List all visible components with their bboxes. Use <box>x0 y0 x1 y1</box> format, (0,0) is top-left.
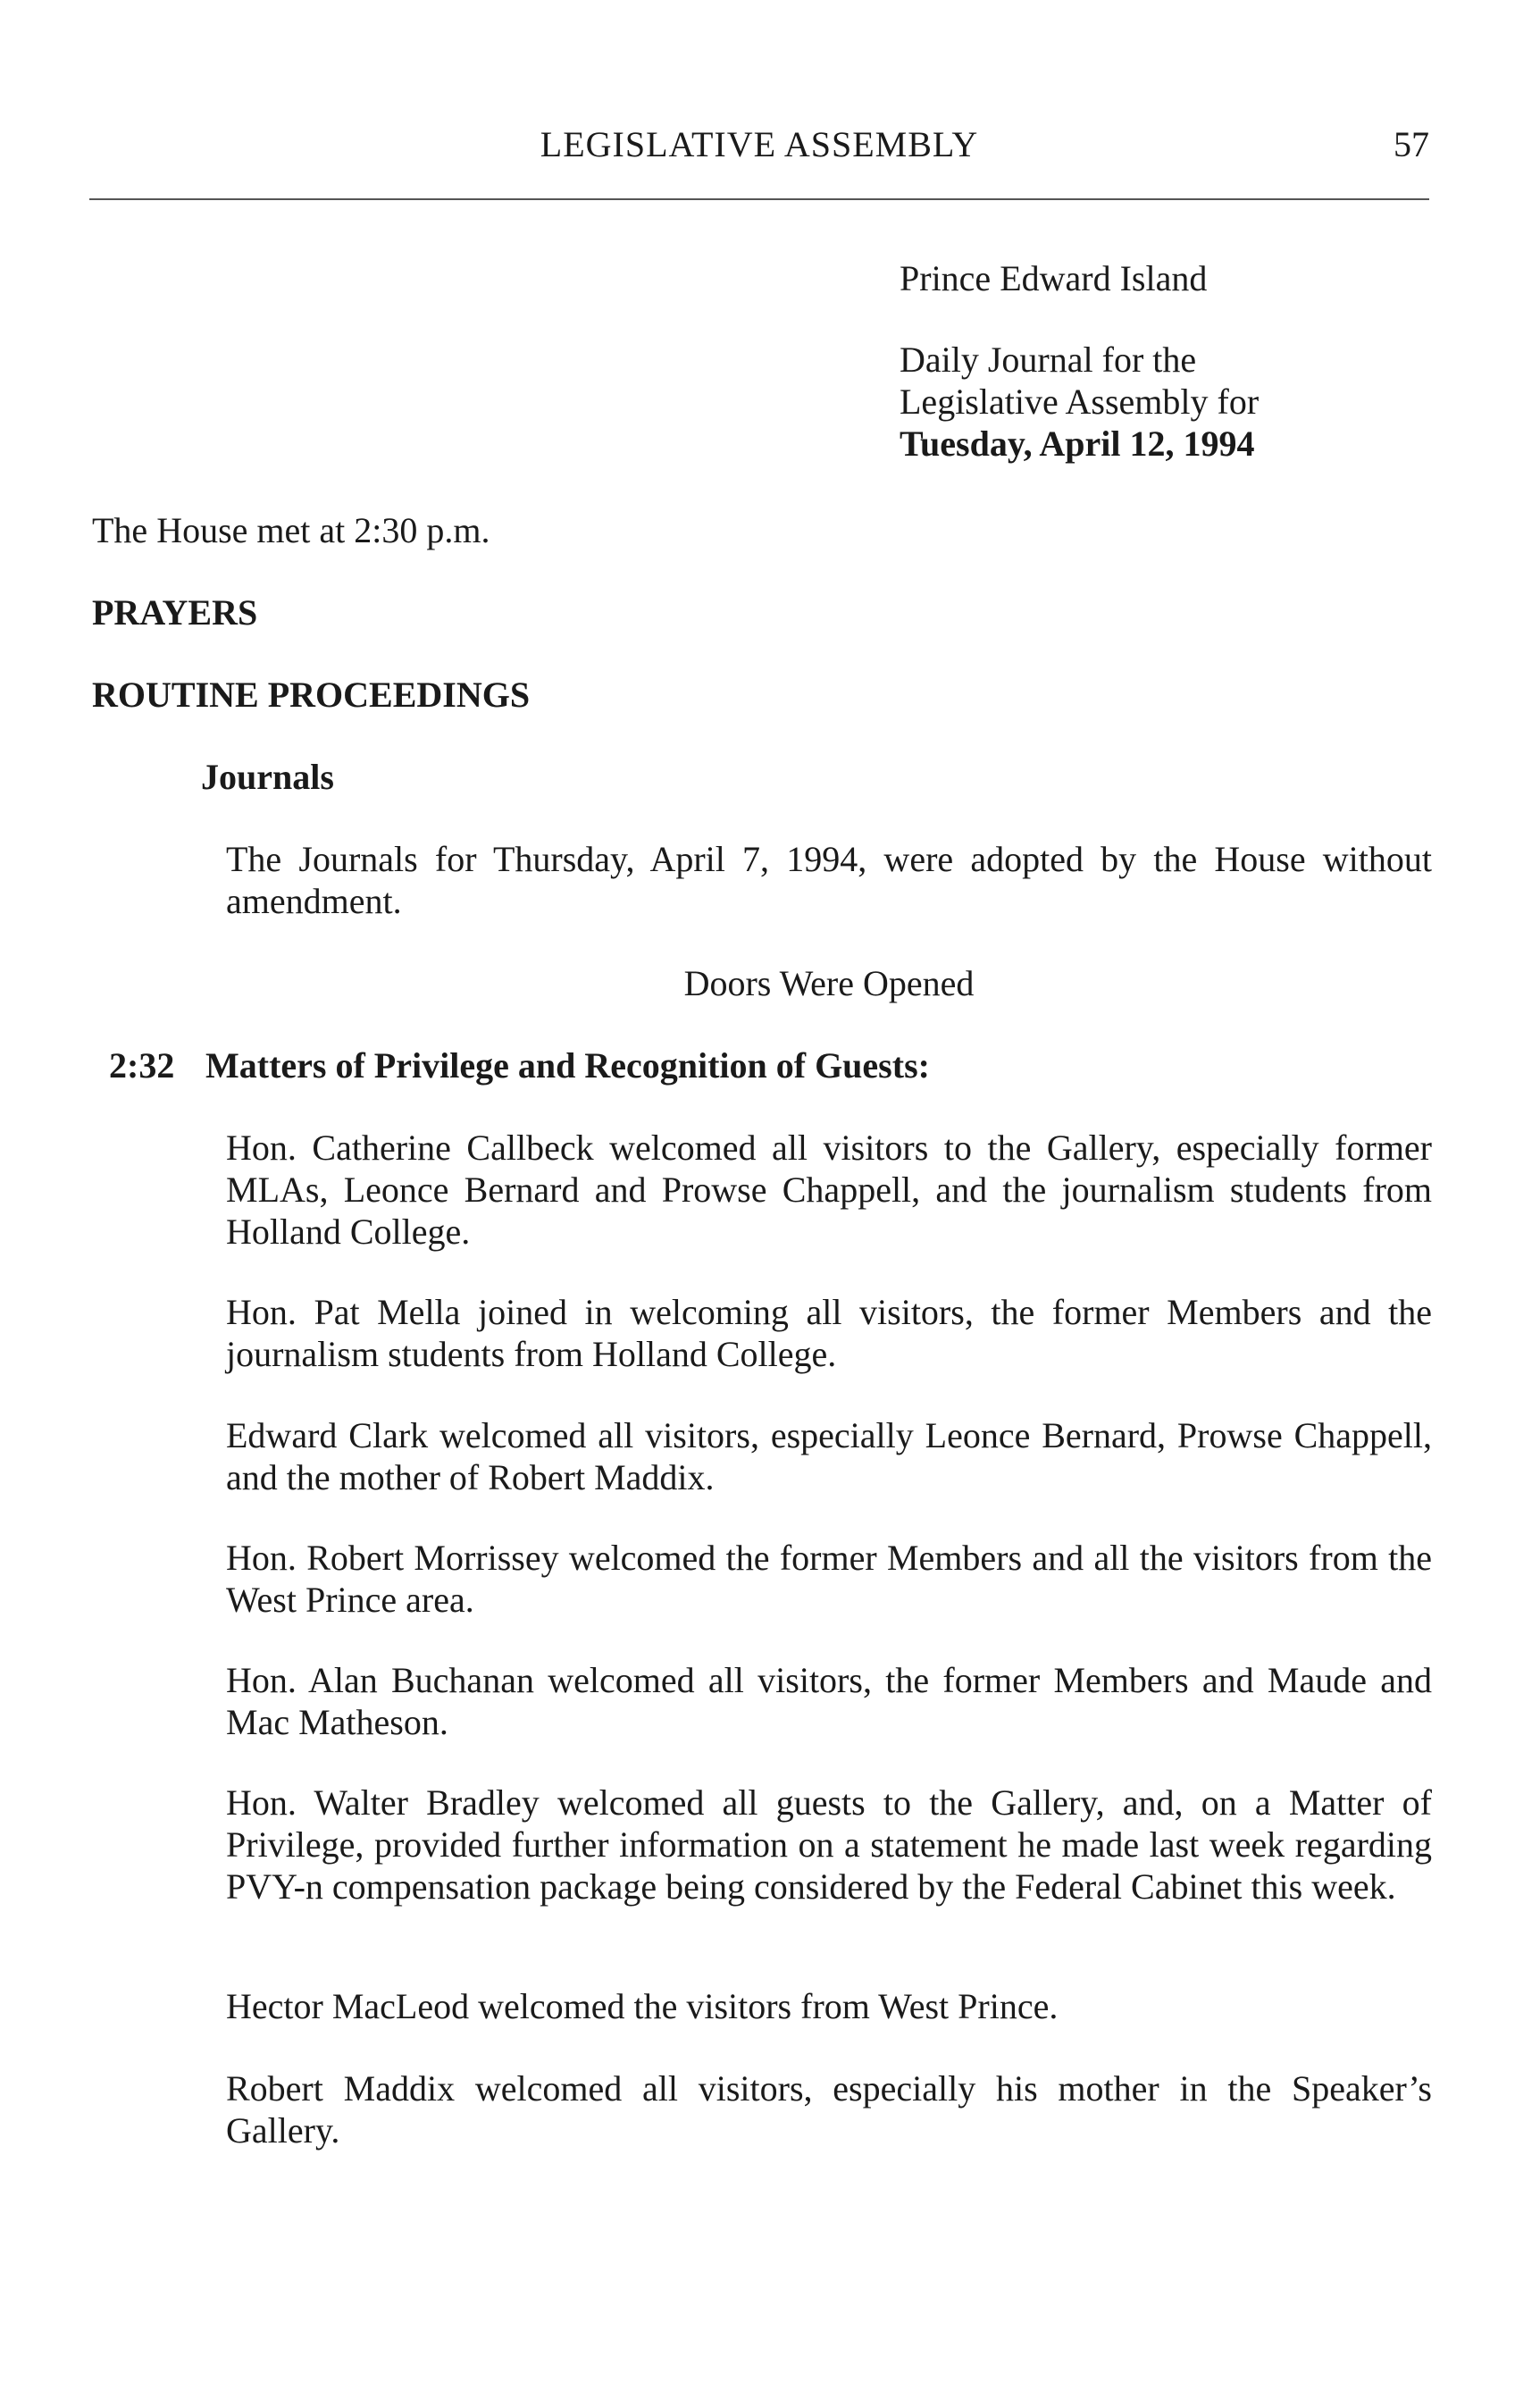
paragraph-macleod: Hector MacLeod welcomed the visitors from West Prince. <box>226 1986 1059 2026</box>
paragraph-mella: Hon. Pat Mella joined in welcoming all visitors, the former Members and the journalism students from Holland College. <box>226 1292 1432 1374</box>
heading-prayers: PRAYERS <box>92 592 258 633</box>
page-header <box>89 123 1429 177</box>
paragraph-morrissey: Hon. Robert Morrissey welcomed the former Members and all the visitors from the West Prince area. <box>226 1538 1432 1620</box>
masthead-date: Tuesday, April 12, 1994 <box>900 423 1255 464</box>
heading-journals: Journals <box>201 757 334 797</box>
masthead-line-2: Legislative Assembly for <box>900 382 1260 422</box>
journals-text: The Journals for Thursday, April 7, 1994, were adopted by the House without amendment. <box>226 839 1432 921</box>
paragraph-bradley: Hon. Walter Bradley welcomed all guests to the Gallery, and, on a Matter of Privilege, provided further information on a statement he made last week regarding PVY-n compensation package being considered by the Federal Cabinet this week. <box>226 1782 1432 1907</box>
house-met: The House met at 2:30 p.m. <box>92 510 490 550</box>
paragraph-callbeck: Hon. Catherine Callbeck welcomed all visitors to the Gallery, especially former MLAs, Leonce Bernard and Prowse Chappell, and the journalism students from Holland College. <box>226 1128 1432 1252</box>
privilege-time: 2:32 <box>109 1045 175 1086</box>
paragraph-buchanan: Hon. Alan Buchanan welcomed all visitors, the former Members and Maude and Mac Matheson. <box>226 1660 1432 1742</box>
privilege-heading-row <box>109 1044 930 1086</box>
header-title: LEGISLATIVE ASSEMBLY <box>540 124 979 164</box>
privilege-heading: Matters of Privilege and Recognition of Guests: <box>205 1045 930 1086</box>
masthead-line-1: Daily Journal for the <box>900 340 1197 380</box>
page-number: 57 <box>1394 124 1429 164</box>
header-rule <box>89 198 1429 200</box>
paragraph-maddix: Robert Maddix welcomed all visitors, especially his mother in the Speaker’s Gallery. <box>226 2068 1432 2151</box>
heading-routine-proceedings: ROUTINE PROCEEDINGS <box>92 675 531 715</box>
paragraph-clark: Edward Clark welcomed all visitors, especially Leonce Bernard, Prowse Chappell, and the mother of Robert Maddix. <box>226 1415 1432 1497</box>
masthead <box>900 257 1435 465</box>
masthead-province: Prince Edward Island <box>900 258 1208 298</box>
doors-opened: Doors Were Opened <box>683 963 975 1003</box>
